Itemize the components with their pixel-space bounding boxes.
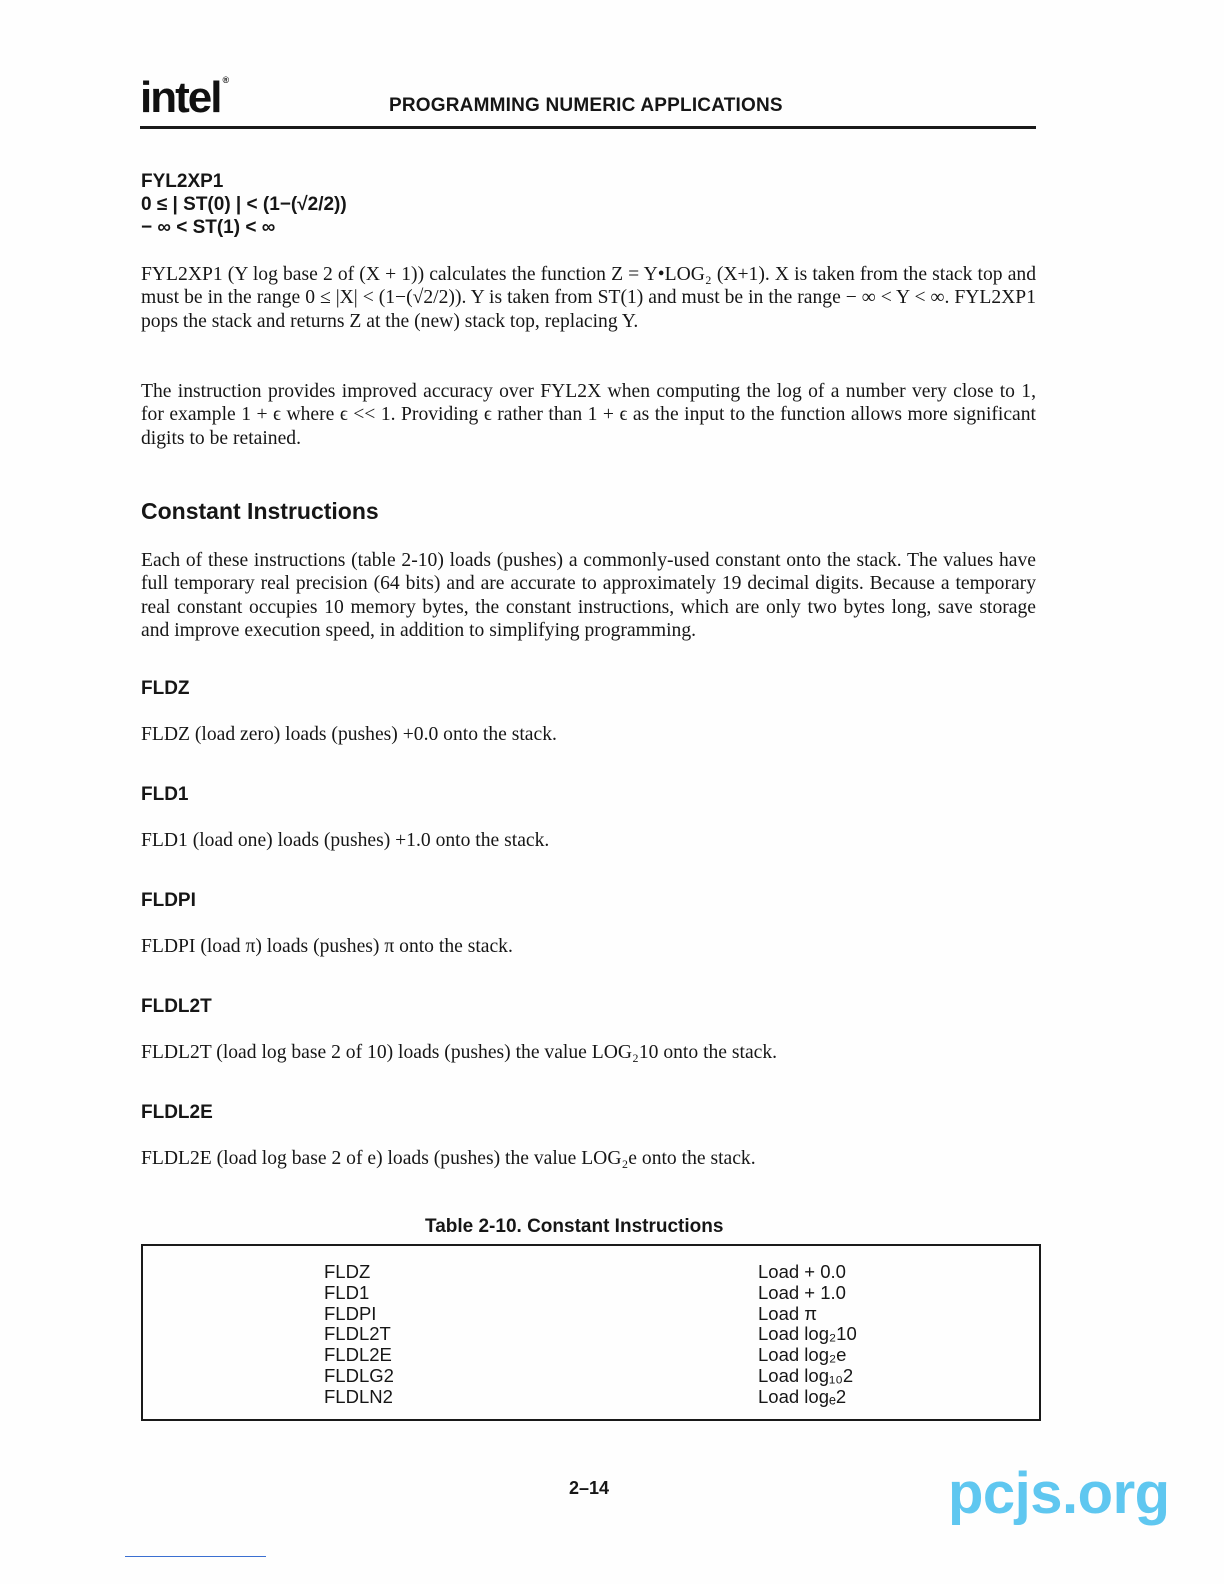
table-caption: Table 2-10. Constant Instructions	[425, 1216, 724, 1237]
fld1-description: FLD1 (load one) loads (pushes) +1.0 onto the stack.	[141, 830, 550, 851]
table-cell-instruction: FLDLG2	[324, 1364, 394, 1386]
table-cell-description: Load log₁₀2	[758, 1364, 854, 1386]
table-cell-description: Load log₂e	[758, 1344, 847, 1366]
fyl2xp1-formula-range-st1: − ∞ < ST(1) < ∞	[141, 217, 276, 238]
fldl2t-description: FLDL2T (load log base 2 of 10) loads (pushes) the value LOG₂10 onto the stack.	[141, 1042, 778, 1063]
table-cell-instruction: FLDPI	[324, 1302, 377, 1324]
table-cell-description: Load logₑ2	[758, 1385, 847, 1407]
table-description-column	[758, 1262, 857, 1408]
fyl2xp1-formula-range-st0: 0 ≤ | ST(0) | < (1−(√2/2))	[141, 194, 347, 215]
table-cell-description: Load + 1.0	[758, 1281, 846, 1303]
table-cell-description: Load π	[758, 1302, 818, 1324]
constant-instructions-intro: Each of these instructions (table 2-10) loads (pushes) a commonly-used constant onto the stack. The values have full temporary real precision (64 bits) and are accurate to approximately 19 decimal digits. Because a temporary real constant occupies 10 memory bytes, the constant instructions, which are only two bytes long, save storage and improve execution speed, in addition to simplifying programming.	[141, 550, 1036, 641]
table-instruction-column	[324, 1262, 394, 1408]
intel-logo: intel ®	[140, 73, 230, 122]
table-cell-description: Load log₂10	[758, 1323, 857, 1345]
fldl2e-description: FLDL2E (load log base 2 of e) loads (pushes) the value LOG₂e onto the stack.	[141, 1148, 756, 1169]
header-divider	[140, 126, 1036, 129]
table-cell-instruction: FLDLN2	[324, 1385, 393, 1407]
registered-mark: ®	[222, 75, 230, 85]
page-header-title: PROGRAMMING NUMERIC APPLICATIONS	[389, 95, 783, 116]
bottom-link-underline	[125, 1556, 266, 1557]
fldl2t-heading: FLDL2T	[141, 996, 212, 1017]
fldz-description: FLDZ (load zero) loads (pushes) +0.0 onto the stack.	[141, 724, 557, 745]
table-cell-instruction: FLDL2E	[324, 1344, 392, 1366]
constant-instructions-table	[141, 1244, 1041, 1421]
fldz-heading: FLDZ	[141, 678, 190, 699]
constant-instructions-heading: Constant Instructions	[141, 498, 379, 524]
table-cell-instruction: FLD1	[324, 1281, 370, 1303]
fldpi-description: FLDPI (load π) loads (pushes) π onto the stack.	[141, 936, 513, 957]
fld1-heading: FLD1	[141, 784, 189, 805]
table-cell-description: Load + 0.0	[758, 1261, 846, 1282]
table-cell-instruction: FLDZ	[324, 1261, 371, 1282]
pcjs-watermark: pcjs.org	[948, 1461, 1170, 1526]
page-number: 2–14	[569, 1478, 610, 1498]
fldl2e-heading: FLDL2E	[141, 1102, 213, 1123]
table-cell-instruction: FLDL2T	[324, 1323, 391, 1345]
fldpi-heading: FLDPI	[141, 890, 196, 911]
fyl2xp1-accuracy-note: The instruction provides improved accuracy over FYL2X when computing the log of a number very close to 1, for example 1 + ϵ where ϵ << 1. Providing ϵ rather than 1 + ϵ as the input to the function allows more significant digits to be retained.	[141, 381, 1036, 449]
fyl2xp1-heading: FYL2XP1	[141, 171, 224, 192]
fyl2xp1-description: FYL2XP1 (Y log base 2 of (X + 1)) calculates the function Z = Y•LOG₂ (X+1). X is taken from the stack top and must be in the range 0 ≤ |X| < (1−(√2/2)). Y is taken from ST(1) and must be in the range − ∞ < Y < ∞. FYL2XP1 pops the stack and returns Z at the (new) stack top, replacing Y.	[141, 264, 1036, 332]
